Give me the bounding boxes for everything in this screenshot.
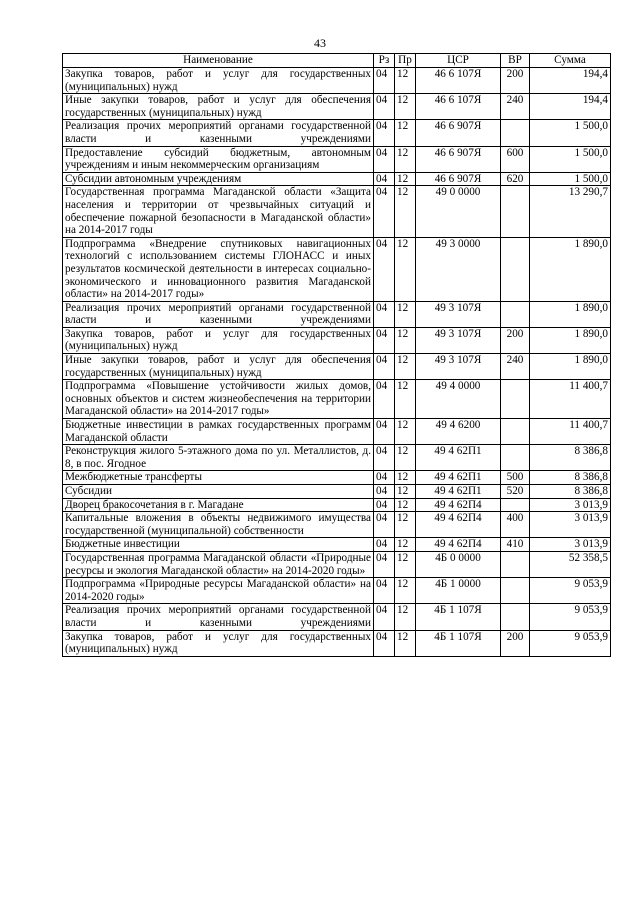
table-row (63, 419, 611, 445)
cell-sum: 1 500,0 (530, 120, 611, 146)
cell-rz: 04 (374, 551, 395, 577)
cell-pr: 12 (395, 120, 416, 146)
cell-csr: 49 3 0000 (416, 237, 501, 301)
cell-name: Дворец бракосочетания в г. Магадане (63, 498, 374, 512)
cell-sum: 8 386,8 (530, 471, 611, 485)
cell-csr: 49 4 62П1 (416, 485, 501, 499)
cell-rz: 04 (374, 380, 395, 419)
cell-rz: 04 (374, 237, 395, 301)
cell-rz: 04 (374, 471, 395, 485)
table-row (63, 551, 611, 577)
cell-vr (501, 578, 530, 604)
cell-sum: 1 500,0 (530, 172, 611, 186)
cell-pr: 12 (395, 94, 416, 120)
cell-vr (501, 237, 530, 301)
cell-rz: 04 (374, 578, 395, 604)
cell-rz: 04 (374, 604, 395, 630)
cell-rz: 04 (374, 485, 395, 499)
cell-sum: 9 053,9 (530, 578, 611, 604)
cell-csr: 46 6 907Я (416, 120, 501, 146)
cell-name: Иные закупки товаров, работ и услуг для обеспечения государственных (муниципальных) нужд (63, 94, 374, 120)
table-row (63, 327, 611, 353)
cell-rz: 04 (374, 445, 395, 471)
table-row (63, 471, 611, 485)
cell-name: Субсидии автономным учреждениям (63, 172, 374, 186)
table-row (63, 538, 611, 552)
cell-sum: 194,4 (530, 94, 611, 120)
table-row (63, 445, 611, 471)
cell-name: Иные закупки товаров, работ и услуг для обеспечения государственных (муниципальных) нужд (63, 354, 374, 380)
table-row (63, 485, 611, 499)
cell-pr: 12 (395, 551, 416, 577)
cell-csr: 49 4 62П4 (416, 538, 501, 552)
cell-name: Государственная программа Магаданской области «Природные ресурсы и экология Магаданской области» на 2014-2020 годы» (63, 551, 374, 577)
table-row (63, 120, 611, 146)
cell-vr: 240 (501, 354, 530, 380)
cell-sum: 194,4 (530, 68, 611, 94)
cell-pr: 12 (395, 471, 416, 485)
page-number: 43 (314, 36, 326, 50)
cell-csr: 49 4 0000 (416, 380, 501, 419)
cell-sum: 1 500,0 (530, 146, 611, 172)
cell-pr: 12 (395, 630, 416, 656)
cell-csr: 46 6 107Я (416, 68, 501, 94)
table-row (63, 94, 611, 120)
cell-sum: 3 013,9 (530, 498, 611, 512)
cell-name: Реализация прочих мероприятий органами государственной власти и казенными учреждениями (63, 120, 374, 146)
cell-csr: 4Б 0 0000 (416, 551, 501, 577)
cell-pr: 12 (395, 327, 416, 353)
cell-pr: 12 (395, 512, 416, 538)
cell-pr: 12 (395, 354, 416, 380)
cell-name: Реализация прочих мероприятий органами государственной власти и казенными учреждениями (63, 604, 374, 630)
cell-sum: 9 053,9 (530, 604, 611, 630)
cell-pr: 12 (395, 578, 416, 604)
table-header-row (63, 54, 611, 68)
cell-pr: 12 (395, 172, 416, 186)
budget-table (62, 53, 611, 657)
cell-csr: 46 6 107Я (416, 94, 501, 120)
cell-sum: 3 013,9 (530, 512, 611, 538)
cell-csr: 49 4 62П4 (416, 512, 501, 538)
cell-rz: 04 (374, 146, 395, 172)
cell-csr: 49 0 0000 (416, 186, 501, 237)
cell-vr: 200 (501, 327, 530, 353)
cell-sum: 52 358,5 (530, 551, 611, 577)
table-row (63, 604, 611, 630)
cell-vr: 600 (501, 146, 530, 172)
table-body (63, 68, 611, 657)
cell-pr: 12 (395, 301, 416, 327)
cell-name: Закупка товаров, работ и услуг для государственных (муниципальных) нужд (63, 327, 374, 353)
cell-rz: 04 (374, 301, 395, 327)
cell-name: Бюджетные инвестиции в рамках государственных программ Магаданской области (63, 419, 374, 445)
cell-csr: 49 3 107Я (416, 327, 501, 353)
cell-pr: 12 (395, 604, 416, 630)
cell-sum: 9 053,9 (530, 630, 611, 656)
cell-name: Капитальные вложения в объекты недвижимого имущества государственной (муниципальной) собственности (63, 512, 374, 538)
table-row (63, 578, 611, 604)
cell-vr (501, 445, 530, 471)
table-row (63, 380, 611, 419)
cell-csr: 4Б 1 0000 (416, 578, 501, 604)
cell-sum: 1 890,0 (530, 354, 611, 380)
cell-name: Реконструкция жилого 5-этажного дома по ул. Металлистов, д. 8, в пос. Ягодное (63, 445, 374, 471)
cell-rz: 04 (374, 186, 395, 237)
cell-rz: 04 (374, 538, 395, 552)
cell-sum: 8 386,8 (530, 445, 611, 471)
cell-vr: 400 (501, 512, 530, 538)
cell-csr: 49 4 62П1 (416, 445, 501, 471)
cell-sum: 8 386,8 (530, 485, 611, 499)
cell-vr: 240 (501, 94, 530, 120)
header-name: Наименование (63, 54, 374, 68)
cell-pr: 12 (395, 380, 416, 419)
cell-vr (501, 120, 530, 146)
cell-pr: 12 (395, 445, 416, 471)
cell-vr: 620 (501, 172, 530, 186)
cell-csr: 49 3 107Я (416, 301, 501, 327)
cell-name: Закупка товаров, работ и услуг для государственных (муниципальных) нужд (63, 630, 374, 656)
cell-rz: 04 (374, 120, 395, 146)
table-row (63, 354, 611, 380)
cell-sum: 11 400,7 (530, 419, 611, 445)
cell-csr: 49 3 107Я (416, 354, 501, 380)
cell-rz: 04 (374, 94, 395, 120)
cell-rz: 04 (374, 630, 395, 656)
cell-rz: 04 (374, 327, 395, 353)
cell-rz: 04 (374, 498, 395, 512)
cell-sum: 1 890,0 (530, 301, 611, 327)
table-row (63, 512, 611, 538)
cell-pr: 12 (395, 498, 416, 512)
table-row (63, 68, 611, 94)
cell-pr: 12 (395, 485, 416, 499)
cell-csr: 49 4 6200 (416, 419, 501, 445)
cell-csr: 49 4 62П4 (416, 498, 501, 512)
cell-vr: 520 (501, 485, 530, 499)
cell-csr: 46 6 907Я (416, 172, 501, 186)
table-row (63, 630, 611, 656)
cell-vr: 410 (501, 538, 530, 552)
cell-rz: 04 (374, 68, 395, 94)
cell-name: Бюджетные инвестиции (63, 538, 374, 552)
table-row (63, 237, 611, 301)
cell-vr (501, 186, 530, 237)
cell-name: Подпрограмма «Повышение устойчивости жилых домов, основных объектов и систем жизнеобеспечения на территории Магаданской области» на 2014-2017 годы» (63, 380, 374, 419)
cell-sum: 13 290,7 (530, 186, 611, 237)
cell-vr (501, 604, 530, 630)
table-row (63, 172, 611, 186)
header-csr: ЦСР (416, 54, 501, 68)
table-row (63, 146, 611, 172)
cell-csr: 46 6 907Я (416, 146, 501, 172)
cell-rz: 04 (374, 354, 395, 380)
cell-sum: 1 890,0 (530, 327, 611, 353)
cell-vr (501, 498, 530, 512)
cell-pr: 12 (395, 538, 416, 552)
table-row (63, 301, 611, 327)
cell-name: Закупка товаров, работ и услуг для государственных (муниципальных) нужд (63, 68, 374, 94)
cell-name: Межбюджетные трансферты (63, 471, 374, 485)
cell-csr: 49 4 62П1 (416, 471, 501, 485)
cell-pr: 12 (395, 146, 416, 172)
cell-csr: 4Б 1 107Я (416, 630, 501, 656)
cell-name: Подпрограмма «Природные ресурсы Магаданской области» на 2014-2020 годы» (63, 578, 374, 604)
cell-vr: 500 (501, 471, 530, 485)
cell-vr: 200 (501, 630, 530, 656)
table-row (63, 498, 611, 512)
cell-name: Подпрограмма «Внедрение спутниковых навигационных технологий с использованием системы ГЛОНАСС и иных результатов космической деятельности в интересах социально-экономического и инновационного развития Магаданской области» на 2014-2017 годы» (63, 237, 374, 301)
cell-vr (501, 380, 530, 419)
cell-pr: 12 (395, 186, 416, 237)
header-rz: Рз (374, 54, 395, 68)
cell-pr: 12 (395, 237, 416, 301)
cell-rz: 04 (374, 172, 395, 186)
cell-vr (501, 551, 530, 577)
header-sum: Сумма (530, 54, 611, 68)
cell-name: Субсидии (63, 485, 374, 499)
cell-sum: 11 400,7 (530, 380, 611, 419)
cell-vr (501, 301, 530, 327)
header-vr: ВР (501, 54, 530, 68)
cell-vr: 200 (501, 68, 530, 94)
cell-name: Предоставление субсидий бюджетным, автономным учреждениям и иным некоммерческим организациям (63, 146, 374, 172)
cell-sum: 3 013,9 (530, 538, 611, 552)
cell-rz: 04 (374, 512, 395, 538)
cell-rz: 04 (374, 419, 395, 445)
cell-sum: 1 890,0 (530, 237, 611, 301)
header-pr: Пр (395, 54, 416, 68)
cell-pr: 12 (395, 68, 416, 94)
cell-name: Реализация прочих мероприятий органами государственной власти и казенными учреждениями (63, 301, 374, 327)
cell-name: Государственная программа Магаданской области «Защита населения и территории от чрезвычайных ситуаций и обеспечение пожарной безопасности в Магаданской области» на 2014-2017 годы (63, 186, 374, 237)
table-row (63, 186, 611, 237)
cell-csr: 4Б 1 107Я (416, 604, 501, 630)
cell-pr: 12 (395, 419, 416, 445)
cell-vr (501, 419, 530, 445)
